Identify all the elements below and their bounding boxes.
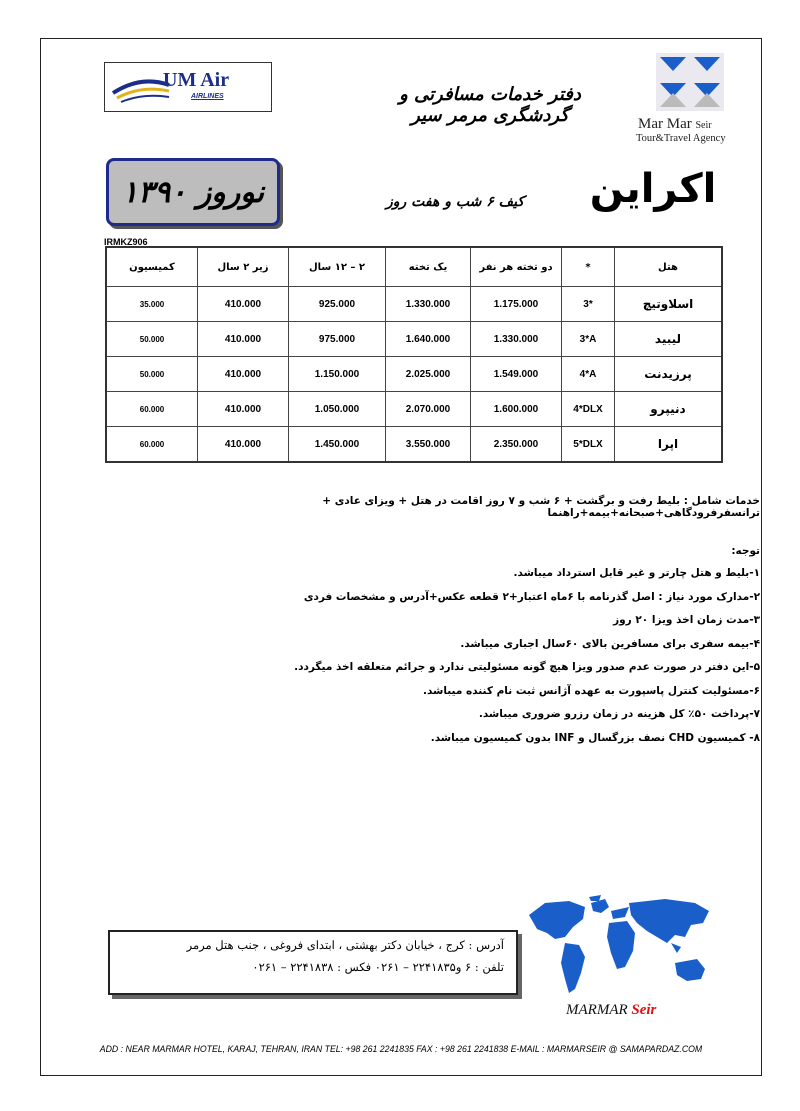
cell-commission: 50.000: [106, 322, 198, 357]
map-brand-name: MARMAR: [566, 1002, 628, 1018]
marmar-tagline: Tour&Travel Agency: [636, 133, 726, 144]
header-star: *: [562, 247, 615, 287]
address-box: [108, 930, 518, 995]
um-air-logo: [104, 62, 272, 112]
notes-section: [294, 545, 760, 755]
header-commission: کمیسیون: [106, 247, 198, 287]
nowruz-badge: [106, 158, 280, 226]
marmar-name-text: Mar Mar: [638, 116, 692, 132]
table-row: [106, 392, 722, 427]
cell-infant: 410.000: [198, 427, 289, 463]
cell-commission: 35.000: [106, 287, 198, 322]
cell-single: 2.070.000: [386, 392, 471, 427]
cell-double: 2.350.000: [471, 427, 562, 463]
cell-commission: 60.000: [106, 427, 198, 463]
cell-single: 1.640.000: [386, 322, 471, 357]
footer-contact: ADD : NEAR MARMAR HOTEL, KARAJ, TEHRAN, IRAN TEL: +98 261 2241835 FAX : +98 261 2241838 E-MAIL : MARMARSEIR @ SAMAPARDAZ.COM: [99, 1044, 703, 1055]
note-item: ۵-این دفتر در صورت عدم صدور ویزا هیچ گونه مسئولیتی ندارد و جرائم متعلقه اخذ میگردد.: [294, 661, 760, 673]
destination-title: اکراین: [589, 166, 717, 212]
cell-child: 925.000: [289, 287, 386, 322]
cell-star: 5*DLX: [562, 427, 615, 463]
cell-double: 1.175.000: [471, 287, 562, 322]
cell-single: 1.330.000: [386, 287, 471, 322]
cell-double: 1.549.000: [471, 357, 562, 392]
header-single: یک تخته: [386, 247, 471, 287]
marmar-logo-icon: [656, 53, 724, 111]
agency-name-fa: دفتر خدمات مسافرتی و گردشگری مرمر سیر: [399, 84, 581, 126]
table-row: [106, 357, 722, 392]
note-item: ۶-مسئولیت کنترل پاسپورت به عهده آژانس ثبت نام کننده میباشد.: [422, 684, 760, 697]
cell-star: 3*: [562, 287, 615, 322]
note-item: ۲-مدارک مورد نیاز : اصل گذرنامه با ۶ماه اعتبار+۲ قطعه عکس+آدرس و مشخصات فردی: [303, 590, 760, 603]
cell-commission: 60.000: [106, 392, 198, 427]
header-double: دو تخته هر نفر: [471, 247, 562, 287]
cell-hotel: دنیپرو: [615, 392, 723, 427]
map-brand-seir: Seir: [631, 1002, 657, 1018]
cell-star: 3*A: [562, 322, 615, 357]
um-air-name: UM Air: [163, 69, 230, 91]
note-item: ۱-بلیط و هتل چارتر و غیر قابل استرداد میباشد.: [513, 567, 760, 579]
cell-infant: 410.000: [198, 357, 289, 392]
map-brand: [566, 1002, 656, 1019]
cell-star: 4*DLX: [562, 392, 615, 427]
cell-infant: 410.000: [198, 392, 289, 427]
cell-double: 1.330.000: [471, 322, 562, 357]
cell-hotel: اسلاوتیچ: [615, 287, 723, 322]
cell-infant: 410.000: [198, 287, 289, 322]
cell-commission: 50.000: [106, 357, 198, 392]
world-map-icon: [525, 893, 715, 1003]
table-row: [106, 287, 722, 322]
price-table: [105, 246, 723, 463]
cell-hotel: لیبید: [615, 322, 723, 357]
tour-subtitle: کیف ۶ شب و هفت روز: [385, 194, 525, 210]
note-item: ۸- کمیسیون CHD نصف بزرگسال و INF بدون کمیسیون میباشد.: [430, 731, 760, 744]
notes-title: توجه:: [731, 545, 760, 557]
cell-single: 2.025.000: [386, 357, 471, 392]
address-line: آدرس : کرج ، خیابان دکتر بهشتی ، ابتدای فروغی ، جنب هتل مرمر: [186, 938, 504, 952]
table-header-row: [106, 247, 722, 287]
note-item: ۳-مدت زمان اخذ ویزا ۲۰ روز: [613, 614, 760, 626]
cell-infant: 410.000: [198, 322, 289, 357]
cell-star: 4*A: [562, 357, 615, 392]
cell-double: 1.600.000: [471, 392, 562, 427]
marmar-seir-text: Seir: [695, 120, 712, 131]
header-child: ۲ – ۱۲ سال: [289, 247, 386, 287]
table-row: [106, 322, 722, 357]
note-item: ۴-بیمه سفری برای مسافرین بالای ۶۰سال اجباری میباشد.: [460, 637, 760, 650]
cell-hotel: اپرا: [615, 427, 723, 463]
header-infant: زیر ۲ سال: [198, 247, 289, 287]
marmar-name: [638, 116, 712, 133]
um-air-sub: AIRLINES: [191, 93, 224, 100]
um-air-swoosh-icon: [111, 71, 171, 105]
cell-child: 1.050.000: [289, 392, 386, 427]
phone-line: تلفن : ۶ و۲۲۴۱۸۳۵ – ۰۲۶۱ فکس : ۲۲۴۱۸۳۸ – ۰۲۶۱: [252, 960, 504, 974]
cell-child: 1.450.000: [289, 427, 386, 463]
table-row: [106, 427, 722, 463]
cell-child: 975.000: [289, 322, 386, 357]
header-hotel: هتل: [615, 247, 723, 287]
included-services: خدمات شامل : بلیط رفت و برگشت + ۶ شب و ۷ روز اقامت در هتل + ویزای عادی + ترانسفرفرودگاهی+صبحانه+بیمه+راهنما: [322, 495, 760, 519]
note-item: ۷-پرداخت ۵۰٪ کل هزینه در زمان رزرو ضروری میباشد.: [478, 708, 760, 720]
nowruz-text: نوروز ۱۳۹۰: [121, 174, 265, 210]
cell-hotel: پرزیدنت: [615, 357, 723, 392]
tour-code: IRMKZ906: [104, 237, 148, 247]
cell-child: 1.150.000: [289, 357, 386, 392]
cell-single: 3.550.000: [386, 427, 471, 463]
